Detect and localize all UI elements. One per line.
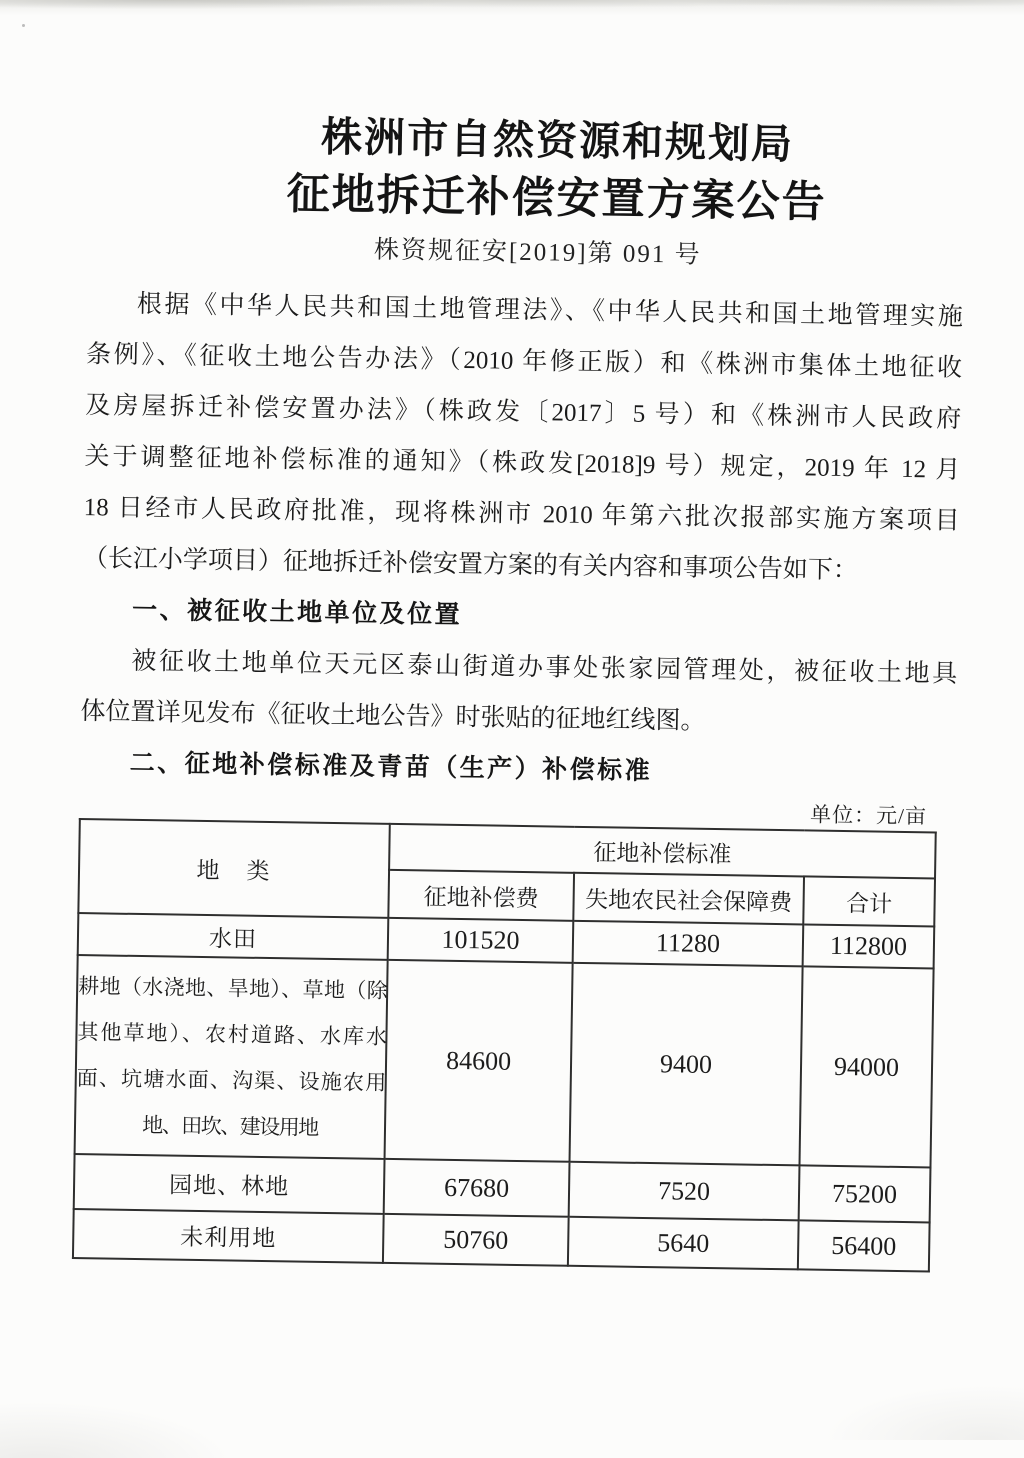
text-line: 其他草地）、农村道路、水库水 — [77, 1019, 386, 1049]
header-cell-compensation-fee: 征地补偿费 — [388, 870, 574, 921]
cell-compensation-fee: 50760 — [383, 1214, 569, 1266]
document-number: 株资规征安[2019]第 091 号 — [373, 236, 702, 269]
unit-label: 单位：元/亩 — [809, 802, 928, 829]
header-cell-total: 合计 — [803, 876, 935, 926]
scan-edge-artifact-bottom-left — [0, 1396, 250, 1458]
cell-total: 75200 — [799, 1165, 931, 1222]
cell-category: 水田 — [78, 913, 389, 960]
cell-social-security-fee: 5640 — [568, 1217, 799, 1270]
cell-total: 112800 — [803, 924, 935, 968]
cell-compensation-fee: 67680 — [384, 1159, 570, 1217]
document-title-line1: 株洲市自然资源和规划局 — [320, 113, 795, 168]
cell-social-security-fee: 11280 — [573, 921, 804, 967]
text-line: （长江小学项目）征地拆迁补偿安置方案的有关内容和事项公告如下： — [82, 545, 859, 585]
text-line: 耕地（水浇地、旱地）、草地（除 — [78, 973, 387, 1003]
cell-category: 未利用地 — [73, 1209, 384, 1263]
section-heading-1: 一、被征收土地单位及位置 — [131, 596, 463, 630]
document-title-line2: 征地拆迁补偿安置方案公告 — [286, 170, 827, 227]
cell-compensation-fee: 84600 — [385, 960, 573, 1162]
body-text — [79, 278, 963, 802]
cell-social-security-fee: 9400 — [570, 963, 803, 1166]
text-line: 18 日经市人民政府批准，现将株洲市 2010 年第六批次报部实施方案项目 — [83, 494, 960, 535]
text-line: 条例》、《征收土地公告办法》（2010 年修正版）和《株洲市集体土地征收 — [85, 341, 963, 382]
scan-edge-artifact-top — [0, 0, 1024, 18]
compensation-table-section — [72, 790, 935, 1272]
table-header-row-group — [79, 819, 936, 878]
header-cell-social-security-fee: 失地农民社会保障费 — [573, 873, 804, 925]
text-line: 及房屋拆迁补偿安置办法》（株政发〔2017〕5 号）和《株洲市人民政府 — [85, 392, 962, 433]
header-cell-standard-group: 征地补偿标准 — [389, 824, 936, 879]
cell-category: 园地、林地 — [74, 1154, 385, 1214]
text-line: 体位置详见发布《征收土地公告》时张贴的征地红线图。 — [80, 698, 706, 735]
header-cell-land-category: 地 类 — [78, 819, 389, 918]
compensation-table — [72, 818, 937, 1272]
cell-category — [75, 955, 388, 1159]
scan-speck — [22, 24, 25, 27]
text-line: 根据《中华人民共和国土地管理法》、《中华人民共和国土地管理实施 — [136, 290, 964, 331]
scan-edge-artifact-bottom-right — [810, 1380, 1024, 1440]
document-content — [72, 105, 966, 1273]
text-line: 被征收土地单位天元区泰山街道办事处张家园管理处，被征收土地具 — [131, 647, 958, 688]
cell-total: 56400 — [798, 1220, 930, 1271]
text-line: 面、坑塘水面、沟渠、设施农用 — [76, 1065, 385, 1095]
cell-total: 94000 — [799, 966, 933, 1167]
text-line: 关于调整征地补偿标准的通知》（株政发[2018]9 号）规定，2019 年 12 月 — [84, 443, 961, 484]
text-line: 地、田坎、建设用地 — [142, 1112, 318, 1140]
cell-social-security-fee: 7520 — [569, 1162, 800, 1221]
cell-compensation-fee: 101520 — [388, 918, 574, 963]
table-row — [75, 955, 934, 1167]
section-heading-2: 二、征地补偿标准及青苗（生产）补偿标准 — [129, 749, 653, 786]
